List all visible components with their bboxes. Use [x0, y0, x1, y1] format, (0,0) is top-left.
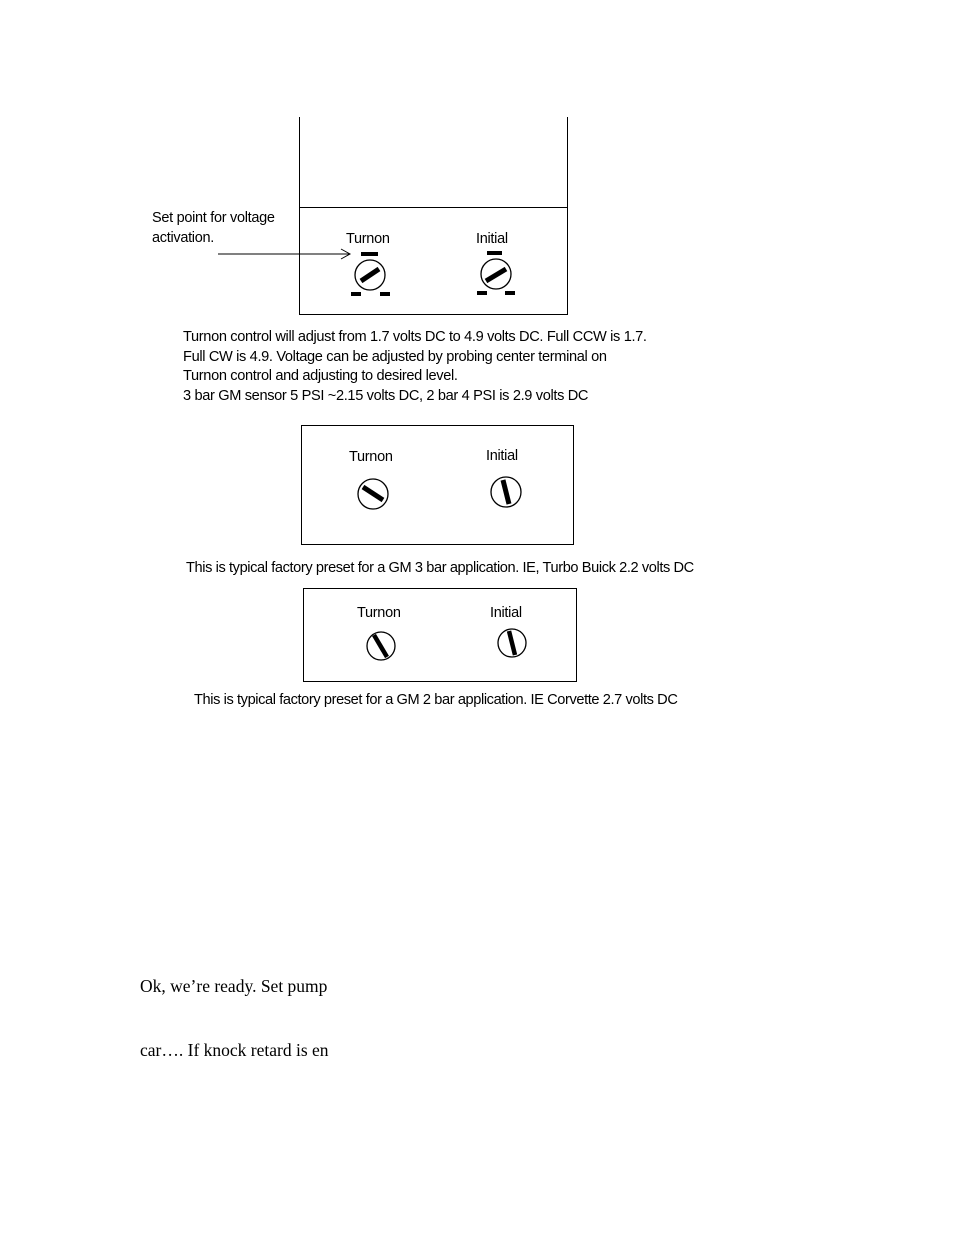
diagram-2-caption: This is typical factory preset for a GM 3 bar application. IE, Turbo Buick 2.2 volts DC — [186, 560, 694, 576]
instruction-line: Turnon control and adjusting to desired level. — [183, 368, 458, 384]
diagram-3-caption: This is typical factory preset for a GM 2 bar application. IE Corvette 2.7 volts DC — [194, 692, 678, 708]
initial-knob — [496, 627, 526, 657]
diagram-2-panel — [301, 425, 574, 545]
turnon-min-mark-left — [351, 292, 361, 296]
initial-knob — [490, 476, 520, 506]
diagram-3-panel — [303, 588, 577, 682]
diagram-1-panel-top — [299, 207, 568, 208]
turnon-label: Turnon — [346, 231, 390, 247]
diagram-1-right-wall — [567, 117, 568, 315]
initial-knob — [480, 258, 510, 288]
annotation-text-line1: Set point for voltage — [152, 210, 275, 226]
instruction-line: Full CW is 4.9. Voltage can be adjusted by probing center terminal on — [183, 348, 607, 365]
turnon-label: Turnon — [357, 605, 401, 621]
initial-label: Initial — [486, 448, 518, 464]
turnon-knob — [357, 478, 387, 508]
instruction-line: 3 bar GM sensor 5 PSI ~2.15 volts DC, 2 bar 4 PSI is 2.9 volts DC — [183, 387, 589, 404]
turnon-label: Turnon — [349, 449, 393, 465]
diagram-1-left-wall — [299, 117, 300, 315]
instruction-line: Turnon control will adjust from 1.7 volts DC to 4.9 volts DC. Full CCW is 1.7. — [183, 329, 647, 345]
diagram-1-panel-bottom — [299, 314, 568, 315]
body-text-line1: Ok, we’re ready. Set pump — [140, 976, 328, 996]
annotation-text-line2: activation. — [152, 230, 214, 246]
initial-label: Initial — [476, 231, 508, 247]
initial-min-mark-left — [477, 291, 487, 295]
initial-min-mark-right — [505, 291, 515, 295]
turnon-knob — [365, 630, 395, 660]
turnon-max-mark — [361, 252, 378, 256]
body-text-line2: car…. If knock retard is en — [140, 1040, 329, 1060]
pointer-arrow-icon — [215, 248, 355, 262]
turnon-min-mark-right — [380, 292, 390, 296]
initial-max-mark — [487, 251, 502, 255]
instruction-paragraph — [183, 328, 647, 406]
initial-label: Initial — [490, 605, 522, 621]
turnon-knob — [354, 259, 384, 289]
